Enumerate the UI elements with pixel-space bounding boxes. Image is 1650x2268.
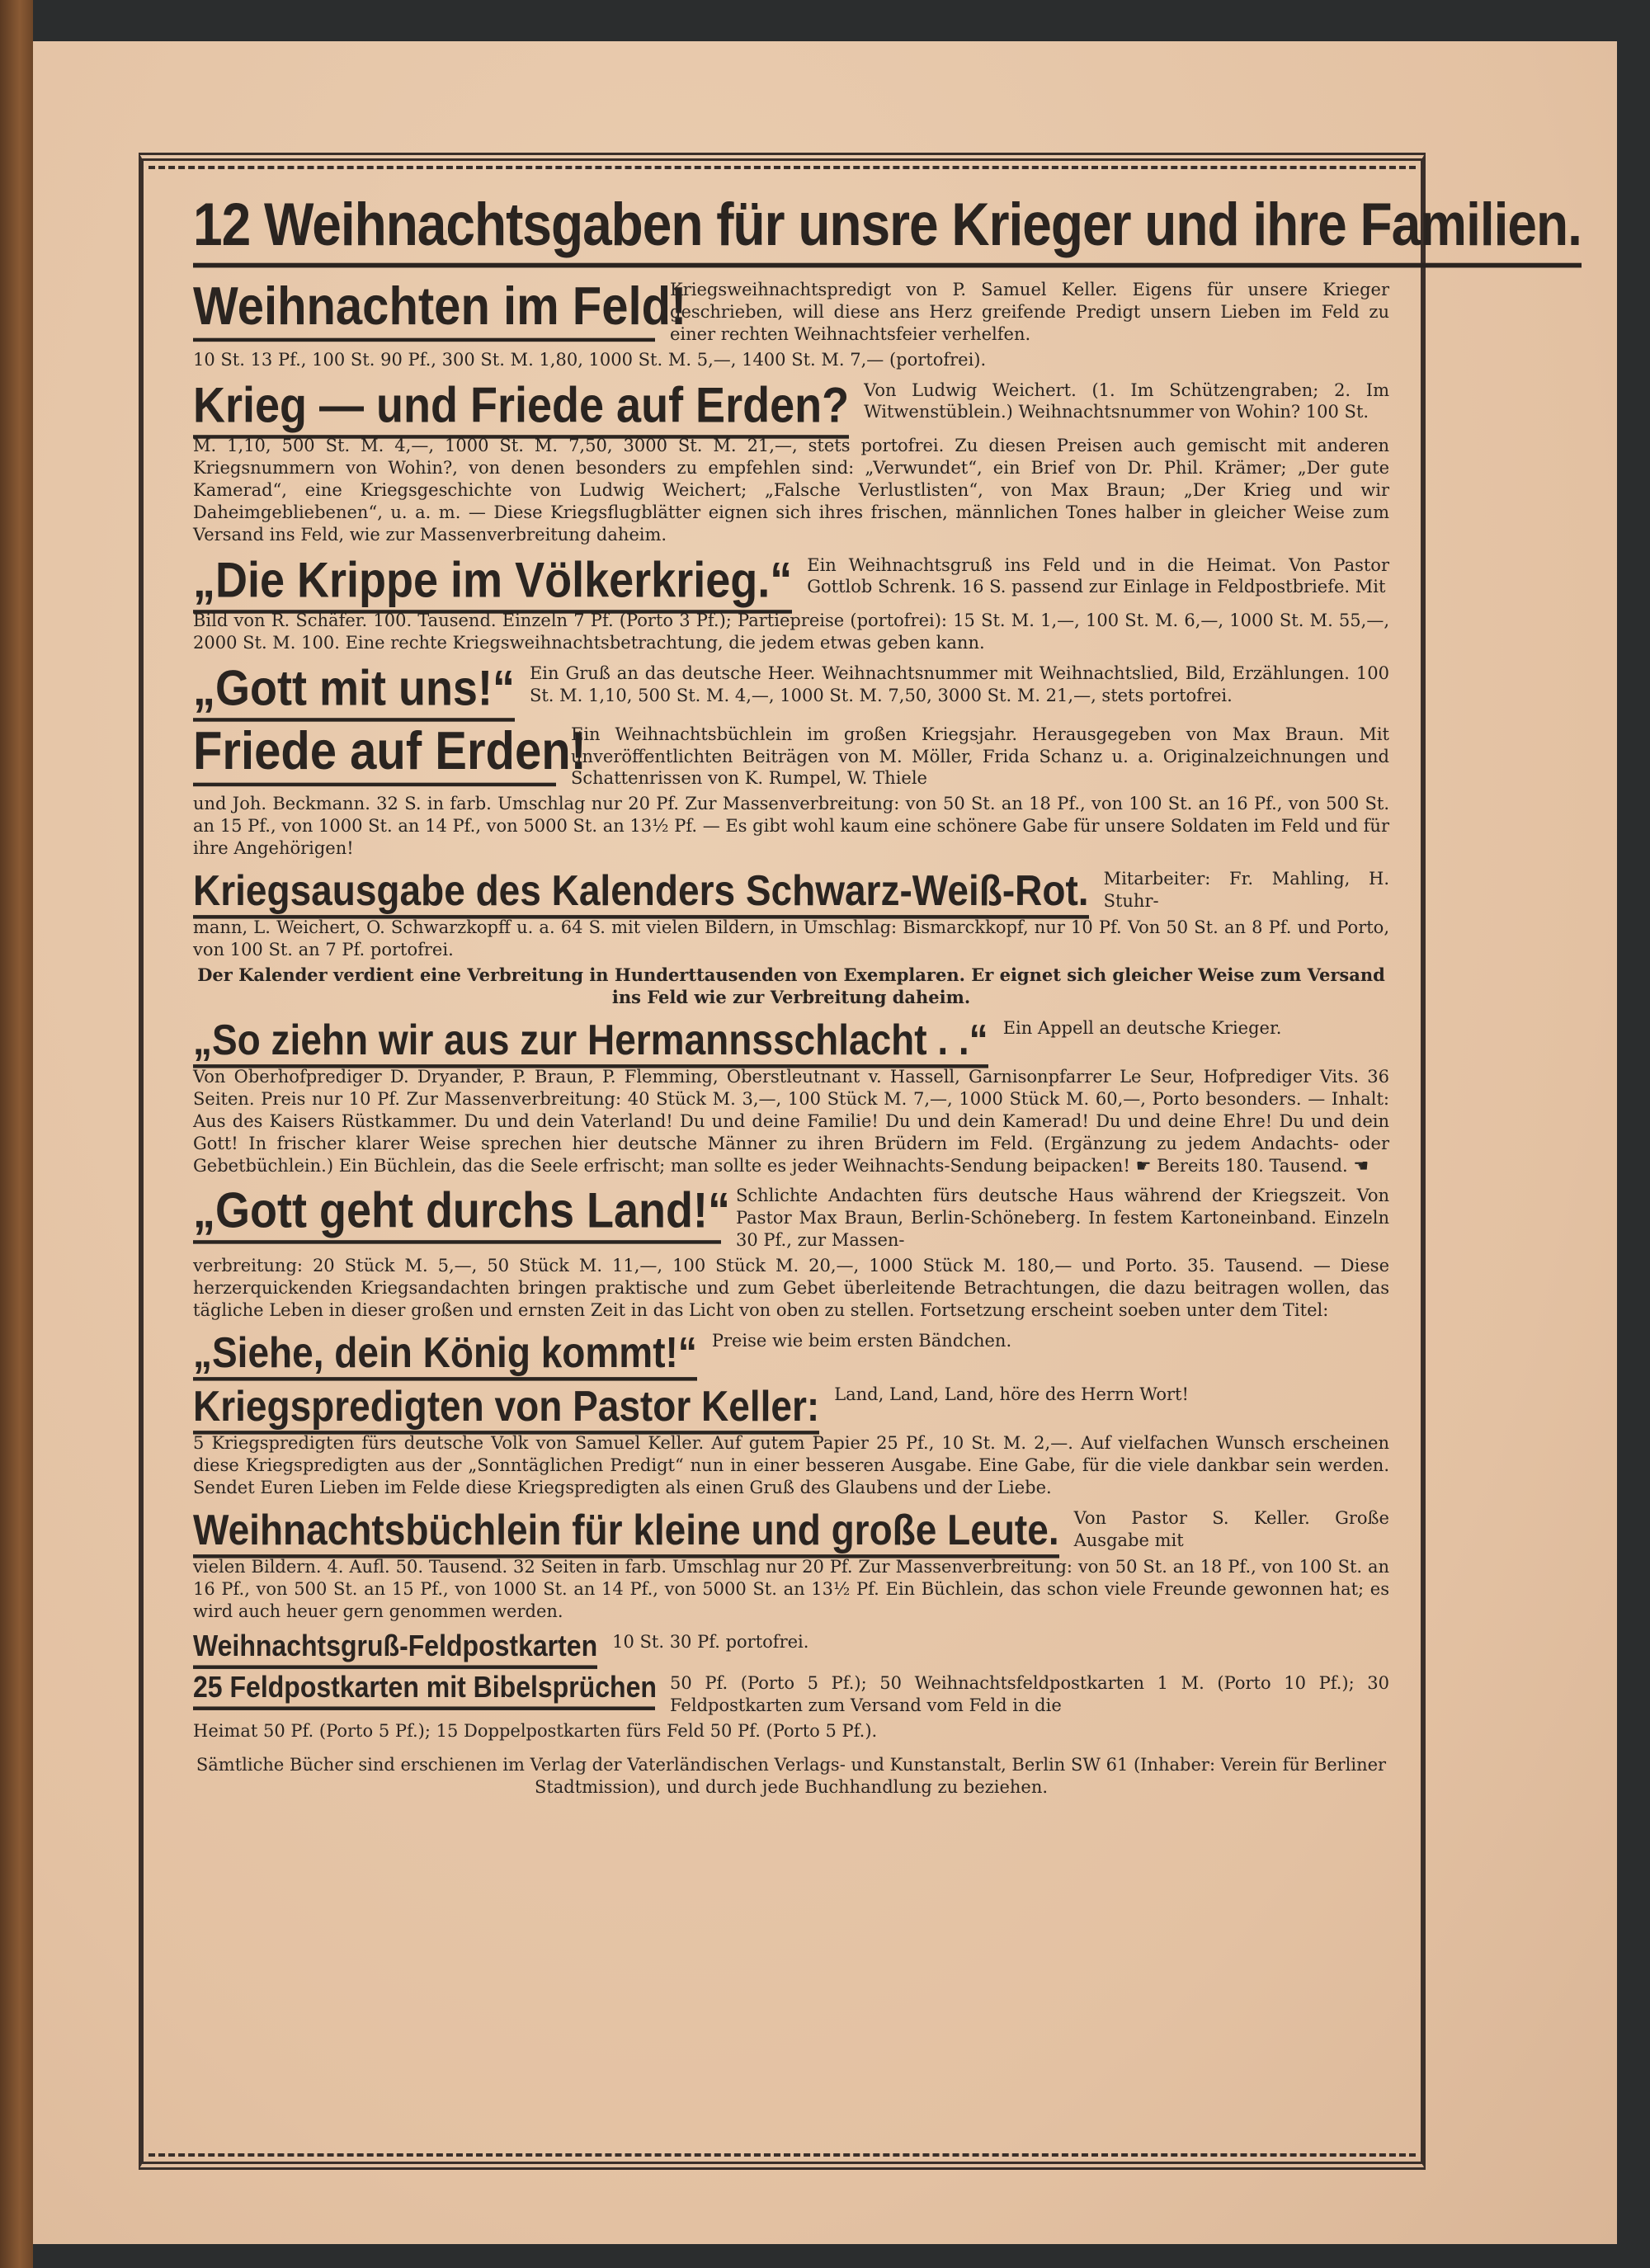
section-body-text: Bild von R. Schäfer. 100. Tausend. Einzeln 7 Pf. (Porto 3 Pf.); Partiepreise (portofrei): 15 St. M. 1,—, 100 St. M. 6,—, 1000 St. M. 55,—, 2000 St. M. 100. Eine rechte Kriegsweihnachtsbetrachtung, die jedem etwas geben kann.: [193, 611, 1389, 653]
section-heading: 25 Feldpostkarten mit Bibelsprüchen: [193, 1672, 655, 1709]
section-head-row: [193, 1327, 1389, 1376]
section-6: [193, 865, 1389, 1009]
advertisement-frame: [139, 153, 1582, 2170]
section-heading: Weihnachten im Feld!: [193, 279, 655, 342]
section-side-text: Ein Weihnachtsgruß ins Feld und in die Heimat. Von Pastor Gottlob Schrenk. 16 S. passend zur Einlage in Feldpostbriefe. Mit: [807, 554, 1389, 597]
section-body-text: verbreitung: 20 Stück M. 5,—, 50 Stück M. 11,—, 100 Stück M. 20,—, 1000 Stück M. 180,— und Porto. 35. Tausend. — Diese herzerquickenden Kriegsandachten bringen praktische und zum Gebet überleitende Betrachtungen, die dazu beitragen wollen, das tägliche Leben in dieser großen und ernsten Zeit in das Licht von oben zu stellen. Fortsetzung erscheint soeben unter dem Titel:: [193, 1256, 1389, 1320]
section-1: [193, 276, 1389, 371]
book-spine: [0, 0, 33, 2268]
section-head-row: [193, 1507, 1389, 1553]
section-body-text: Heimat 50 Pf. (Porto 5 Pf.); 15 Doppelpostkarten fürs Feld 50 Pf. (Porto 5 Pf.).: [193, 1721, 878, 1742]
section-body-text: vielen Bildern. 4. Aufl. 50. Tausend. 32 Seiten in farb. Umschlag nur 20 Pf. Zur Massenverbreitung: von 50 St. an 18 Pf., von 100 St. an 16 Pf., von 500 St. an 15 Pf., von 1000 St. an 14 Pf., von 5000 St. an 13½ Pf. Ein Büchlein, das schon viele Freunde gewonnen hat; es wird auch heuer gern genommen werden.: [193, 1557, 1389, 1621]
section-7: [193, 1017, 1389, 1177]
section-10: [193, 1381, 1389, 1499]
section-side-text: Von Pastor S. Keller. Große Ausgabe mit: [1073, 1507, 1389, 1550]
section-body-text: 5 Kriegspredigten fürs deutsche Volk von Samuel Keller. Auf gutem Papier 25 Pf., 10 St. M. 2,—. Auf vielfachen Wunsch erscheinen diese Kriegspredigten aus der „Sonntäglichen Predigt“ nun in einer besseren Ausgabe. Eine Gabe, für die viele dankbar sein werden. Sendet Euren Lieben im Felde diese Kriegspredigten als einen Gruß des Glaubens und der Liebe.: [193, 1433, 1389, 1497]
section-9: [193, 1327, 1389, 1376]
section-head-row: [193, 720, 1389, 790]
section-side-text: 10 St. 30 Pf. portofrei.: [612, 1631, 809, 1652]
section-heading: „Siehe, dein König kommt!“: [193, 1330, 697, 1381]
section-heading: Kriegspredigten von Pastor Keller:: [193, 1384, 819, 1435]
section-head-row: [193, 1017, 1389, 1063]
section-head-row: [193, 554, 1389, 607]
section-head-row: [193, 276, 1389, 346]
section-body-text: Von Oberhofprediger D. Dryander, P. Braun, P. Flemming, Oberstleutnant v. Hassell, Garnisonpfarrer Le Seur, Hofprediger Vits. 36 Seiten. Preis nur 10 Pf. Zur Massenverbreitung: 40 Stück M. 3,—, 100 Stück M. 7,—, 1000 Stück M. 60,—, Porto besonders. — Inhalt: Aus des Kaisers Rüstkammer. Du und dein Vaterland! Du und deine Familie! Du und dein Kamerad! Du und deine Ehre! Du und dein Gott! In frischer klarer Weise sprechen hier deutsche Männer zu ihren Brüdern im Feld. (Ergänzung zu jedem Andachts- oder Gebetbüchlein.) Ein Büchlein, das die Seele erfrischt; man sollte es jeder Weihnachts-Sendung beipacken! ☛ Bereits 180. Tausend. ☚: [193, 1067, 1389, 1176]
section-body-text: und Joh. Beckmann. 32 S. in farb. Umschlag nur 20 Pf. Zur Massenverbreitung: von 50 St. an 18 Pf., von 100 St. an 16 Pf., von 500 St. an 15 Pf., von 1000 St. an 14 Pf., von 5000 St. an 13½ Pf. — Es gibt wohl kaum eine schönere Gabe für unsere Soldaten im Feld und für ihre Angehörigen!: [193, 794, 1389, 859]
section-extra-text: Der Kalender verdient eine Verbreitung in Hunderttausenden von Exemplaren. Er eignet sich gleicher Weise zum Versand ins Feld wie zur Verbreitung daheim.: [197, 964, 1385, 1007]
section-heading: Friede auf Erden!: [193, 724, 556, 786]
section-heading: Krieg — und Friede auf Erden?: [193, 380, 849, 438]
page-sheet: [33, 41, 1617, 2244]
section-heading: „So ziehn wir aus zur Hermannsschlacht . .“: [193, 1017, 988, 1068]
section-heading: Kriegsausgabe des Kalenders Schwarz-Weiß-Rot.: [193, 868, 1089, 919]
section-head-row: [193, 1631, 1389, 1665]
section-12: [193, 1631, 1389, 1665]
section-side-text: Ein Weihnachtsbüchlein im großen Kriegsjahr. Herausgegeben von Max Braun. Mit unveröffentlichten Beiträgen von M. Möller, Frida Schanz u. a. Originalzeichnungen und Schattenrissen von K. Rumpel, W. Thiele: [571, 724, 1389, 789]
section-heading: Weihnachtsbüchlein für kleine und große Leute.: [193, 1507, 1059, 1558]
section-side-text: Land, Land, Land, höre des Herrn Wort!: [834, 1384, 1189, 1404]
section-side-text: Kriegsweihnachtspredigt von P. Samuel Keller. Eigens für unsere Krieger geschrieben, will diese ans Herz greifende Predigt unsern Lieben im Feld zu einer rechten Weihnachtsfeier verhelfen.: [670, 280, 1389, 344]
section-head-row: [193, 1672, 1389, 1717]
section-11: [193, 1507, 1389, 1623]
page-title: 12 Weihnachtsgaben für unsre Krieger und ihre Familien.: [193, 189, 1582, 267]
section-head-row: [193, 865, 1389, 914]
section-body-text: M. 1,10, 500 St. M. 4,—, 1000 St. M. 7,50, 3000 St. M. 21,—, stets portofrei. Zu diesen Preisen auch gemischt mit anderen Kriegsnummern von Wohin?, von denen besonders zu empfehlen sind: „Verwundet“, ein Brief von Dr. Phil. Krämer; „Der gute Kamerad“, eine Kriegsgeschichte von Ludwig Weichert; „Falsche Verlustlisten“, von Max Braun; „Der Krieg und wir Daheimgebliebenen“, u. a. m. — Diese Kriegsflugblätter eignen sich ihres frischen, männlichen Tones halber in gleicher Weise zum Versand ins Feld, wie zur Massenverbreitung daheim.: [193, 436, 1389, 545]
section-side-text: 50 Pf. (Porto 5 Pf.); 50 Weihnachtsfeldpostkarten 1 M. (Porto 10 Pf.); 30 Feldpostkarten zum Versand vom Feld in die: [670, 1673, 1389, 1716]
section-8: [193, 1185, 1389, 1321]
section-head-row: [193, 377, 1389, 433]
section-side-text: Von Ludwig Weichert. (1. Im Schützengraben; 2. Im Witwenstüblein.) Weihnachtsnummer von Wohin? 100 St.: [864, 380, 1389, 422]
section-side-text: Schlichte Andachten fürs deutsche Haus während der Kriegszeit. Von Pastor Max Braun, Berlin-Schöneberg. In festem Kartoneinband. Einzeln 30 Pf., zur Massen-: [736, 1186, 1389, 1251]
publisher-footer: Sämtliche Bücher sind erschienen im Verlag der Vaterländischen Verlags- und Kunstanstalt, Berlin SW 61 (Inhaber: Verein für Berliner Stadtmission), und durch jede Buchhandlung zu beziehen.: [196, 1755, 1387, 1797]
section-side-text: Ein Appell an deutsche Krieger.: [1002, 1017, 1282, 1038]
section-body-text: 10 St. 13 Pf., 100 St. 90 Pf., 300 St. M. 1,80, 1000 St. M. 5,—, 1400 St. M. 7,— (portofrei).: [193, 349, 987, 370]
section-13: [193, 1672, 1389, 1742]
section-heading: „Gott geht durchs Land!“: [193, 1185, 721, 1243]
section-head-row: [193, 1381, 1389, 1430]
section-heading: „Die Krippe im Völkerkrieg.“: [193, 554, 792, 613]
section-side-text: Ein Gruß an das deutsche Heer. Weihnachtsnummer mit Weihnachtslied, Bild, Erzählungen. 100 St. M. 1,10, 500 St. M. 4,—, 1000 St. M. 7,50, 3000 St. M. 21,—, stets portofrei.: [529, 663, 1389, 705]
section-body-text: mann, L. Weichert, O. Schwarzkopff u. a. 64 S. mit vielen Bildern, in Umschlag: Bismarckkopf, nur 10 Pf. Von 50 St. an 8 Pf. und Porto, von 100 St. an 7 Pf. portofrei.: [193, 917, 1389, 960]
section-side-text: Mitarbeiter: Fr. Mahling, H. Stuhr-: [1103, 868, 1389, 911]
section-head-row: [193, 1185, 1389, 1252]
section-heading: Weihnachtsgruß-Feldpostkarten: [193, 1631, 597, 1668]
section-side-text: Preise wie beim ersten Bändchen.: [711, 1330, 1012, 1351]
section-heading: „Gott mit uns!“: [193, 662, 515, 721]
sections-container: [193, 276, 1389, 1742]
section-2: [193, 377, 1389, 546]
section-3: [193, 554, 1389, 654]
section-head-row: [193, 662, 1389, 715]
section-5: [193, 720, 1389, 860]
section-4: [193, 662, 1389, 715]
